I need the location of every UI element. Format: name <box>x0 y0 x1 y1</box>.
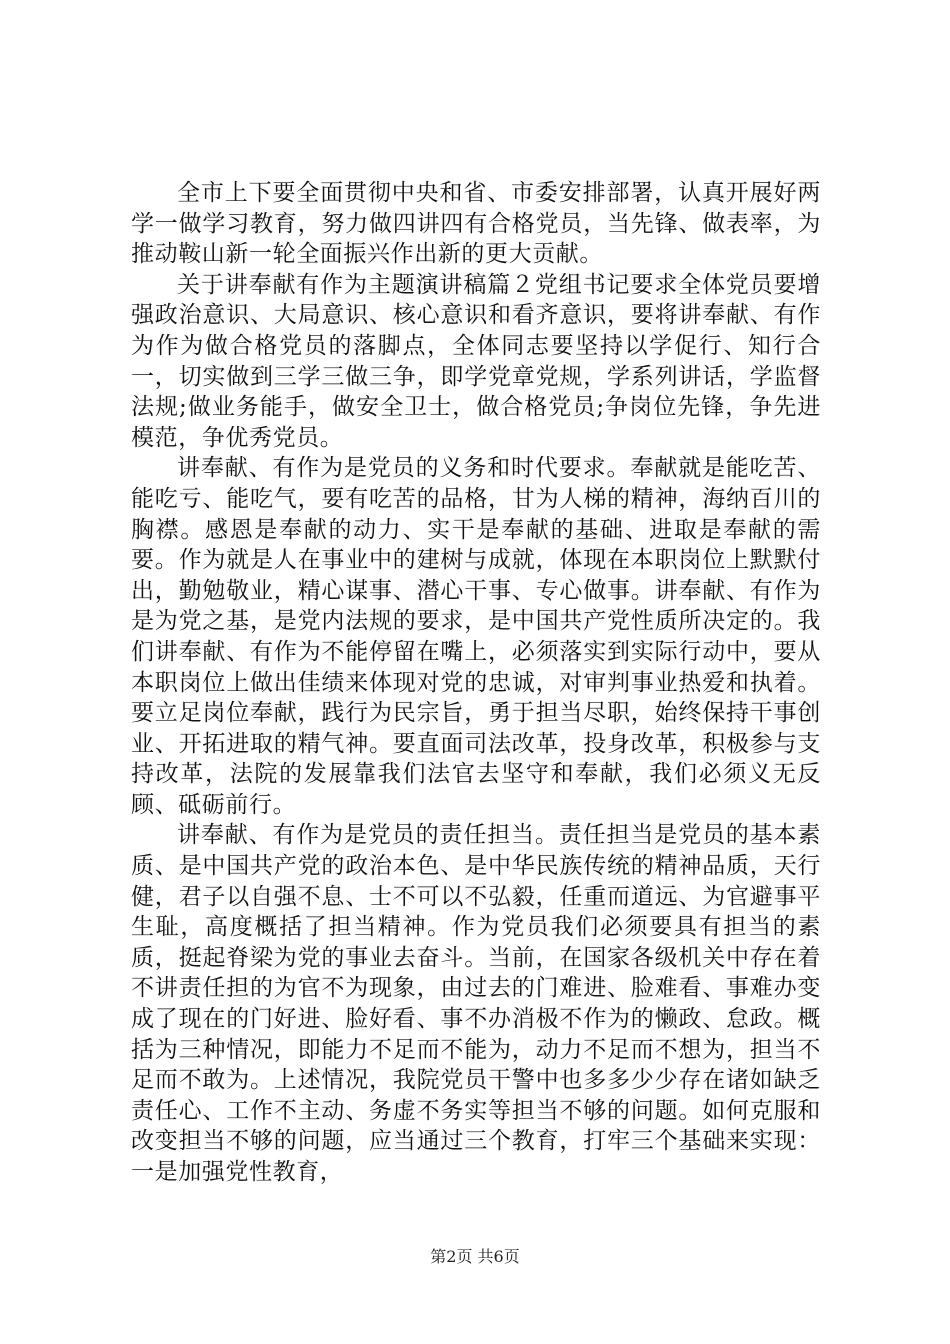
document-body <box>131 178 821 1188</box>
paragraph-1: 全市上下要全面贯彻中央和省、市委安排部署，认真开展好两学一做学习教育，努力做四讲四有合格党员，当先锋、做表率，为推动鞍山新一轮全面振兴作出新的更大贡献。 <box>131 180 821 268</box>
paragraph-4: 讲奉献、有作为是党员的责任担当。责任担当是党员的基本素质、是中国共产党的政治本色、是中华民族传统的精神品质，天行健，君子以自强不息、士不可以不弘毅，任重而道远、为官避事平生耻，高度概括了担当精神。作为党员我们必须要具有担当的素质，挺起脊梁为党的事业去奋斗。当前，在国家各级机关中存在着不讲责任担的为官不为现象，由过去的门难进、脸难看、事难办变成了现在的门好进、脸好看、事不办消极不作为的懒政、怠政。概括为三种情况，即能力不足而不能为，动力不足而不想为，担当不足而不敢为。上述情况，我院党员干警中也多多少少存在诸如缺乏责任心、工作不主动、务虚不务实等担当不够的问题。如何克服和改变担当不够的问题，应当通过三个教育，打牢三个基础来实现：一是加强党性教育， <box>131 822 821 1185</box>
page-footer: 第2页 共6页 <box>430 1247 520 1266</box>
paragraph-3: 讲奉献、有作为是党员的义务和时代要求。奉献就是能吃苦、能吃亏、能吃气，要有吃苦的品格，甘为人梯的精神，海纳百川的胸襟。感恩是奉献的动力、实干是奉献的基础、进取是奉献的需要。作为就是人在事业中的建树与成就，体现在本职岗位上默默付出，勤勉敬业，精心谋事、潜心干事、专心做事。讲奉献、有作为是为党之基，是党内法规的要求，是中国共产党性质所决定的。我们讲奉献、有作为不能停留在嘴上，必须落实到实际行动中，要从本职岗位上做出佳绩来体现对党的忠诚，对审判事业热爱和执着。要立足岗位奉献，践行为民宗旨，勇于担当尽职，始终保持干事创业、开拓进取的精气神。要直面司法改革，投身改革，积极参与支持改革，法院的发展靠我们法官去坚守和奉献，我们必须义无反顾、砥砺前行。 <box>131 455 821 818</box>
paragraph-2: 关于讲奉献有作为主题演讲稿篇２党组书记要求全体党员要增强政治意识、大局意识、核心意识和看齐意识，要将讲奉献、有作为作为做合格党员的落脚点，全体同志要坚持以学促行、知行合一，切实做到三学三做三争，即学党章党规，学系列讲话，学监督法规;做业务能手，做安全卫士，做合格党员;争岗位先锋，争先进模范，争优秀党员。 <box>131 271 821 451</box>
